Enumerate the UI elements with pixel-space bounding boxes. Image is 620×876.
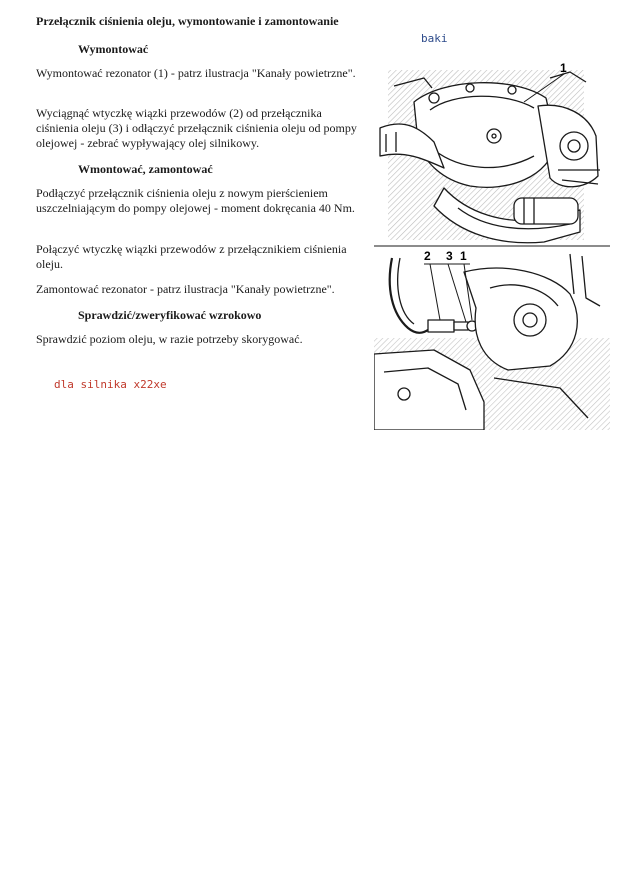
section-heading-install: Wmontować, zamontować bbox=[78, 162, 213, 176]
paragraph-remove-switch: Wyciągnąć wtyczkę wiązki przewodów (2) od przełącznika ciśnienia oleju (3) i odłączyć przełącznik ciśnienia oleju od pompy olejowej - zebrać wypływający olej silnikowy. bbox=[36, 106, 357, 150]
engine-drawing bbox=[374, 58, 610, 430]
callout-bottom-1: 1 bbox=[460, 249, 467, 263]
document-title: Przełącznik ciśnienia oleju, wymontowanie i zamontowanie bbox=[36, 14, 339, 28]
paragraph-install-resonator: Zamontować rezonator - patrz ilustracja "Kanały powietrzne". bbox=[36, 282, 335, 296]
paragraph-check-oil: Sprawdzić poziom oleju, w razie potrzeby skorygować. bbox=[36, 332, 303, 346]
upper-view bbox=[380, 70, 600, 243]
callout-bottom-3: 3 bbox=[446, 249, 453, 263]
section-heading-check: Sprawdzić/zweryfikować wzrokowo bbox=[78, 308, 262, 322]
callout-top-1: 1 bbox=[560, 61, 567, 75]
lower-view bbox=[374, 254, 610, 430]
annotation-baki: baki bbox=[421, 32, 448, 45]
paragraph-remove-resonator: Wymontować rezonator (1) - patrz ilustracja "Kanały powietrzne". bbox=[36, 66, 356, 80]
callout-bottom-2: 2 bbox=[424, 249, 431, 263]
engine-illustration bbox=[374, 58, 610, 430]
paragraph-install-switch: Podłączyć przełącznik ciśnienia oleju z nowym pierścieniem uszczelniającym do pompy olejowej - moment dokręcania 40 Nm. bbox=[36, 186, 355, 215]
section-heading-remove: Wymontować bbox=[78, 42, 149, 56]
annotation-engine-note: dla silnika x22xe bbox=[54, 378, 167, 391]
paragraph-connect-plug: Połączyć wtyczkę wiązki przewodów z przełącznikiem ciśnienia oleju. bbox=[36, 242, 347, 271]
